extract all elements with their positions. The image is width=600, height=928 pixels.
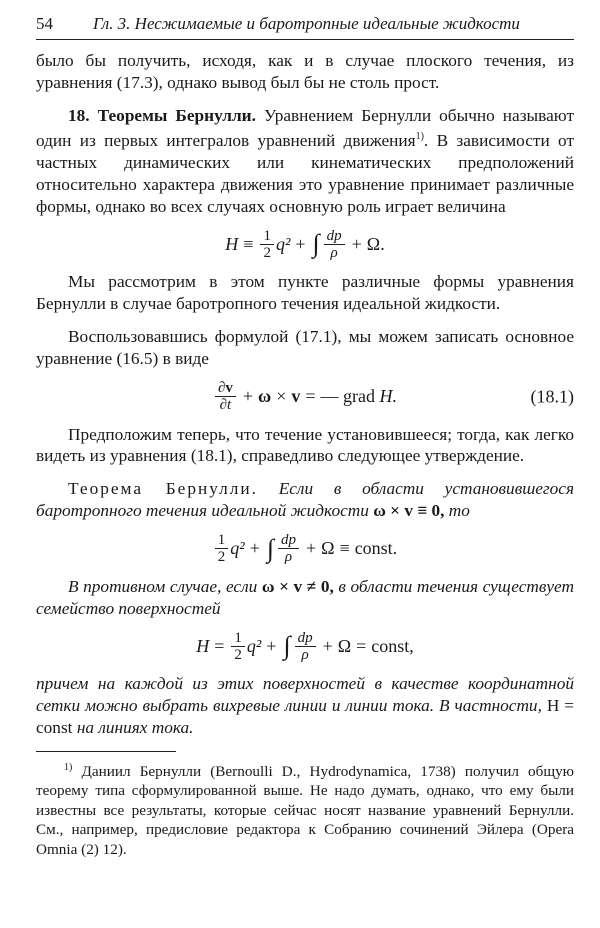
formula-symbol: const. xyxy=(354,538,398,559)
formula-symbol: — xyxy=(320,386,339,407)
formula-symbol: H. xyxy=(379,386,398,407)
theorem-text: то xyxy=(448,500,470,520)
paragraph-continuation: было бы получить, исходя, как и в случае плоского течения, из уравнения (17.3), однако вывод был бы не столь прост. xyxy=(36,51,574,92)
theorem-alternative xyxy=(36,576,574,620)
numerator: dp xyxy=(324,228,345,245)
formula-symbol: = xyxy=(305,386,316,407)
page-number: 54 xyxy=(36,14,53,33)
numerator: dp xyxy=(295,630,316,647)
fraction-half xyxy=(231,630,245,663)
formula-symbol: q² xyxy=(275,233,291,254)
formula-symbol: const, xyxy=(371,635,414,656)
formula-symbol: + xyxy=(351,233,362,254)
formula-bernoulli-surface xyxy=(36,623,574,669)
theorem-text: В противном случае, если xyxy=(68,576,258,596)
denominator: ∂t xyxy=(219,397,232,414)
numerator: dp xyxy=(278,532,299,549)
denominator: ρ xyxy=(330,244,338,261)
formula-bernoulli-const xyxy=(36,526,574,572)
numerator: 1 xyxy=(215,532,229,549)
paragraph: Мы рассмотрим в этом пункте различные формы уравнения Бернулли в случае баротропного течения идеальной жидкости. xyxy=(36,272,574,314)
formula-symbol: + xyxy=(322,635,333,656)
denominator: ρ xyxy=(284,549,293,566)
theorem-conclusion xyxy=(36,673,574,738)
numerator: 1 xyxy=(231,630,245,647)
footnote-text: Даниил Бернулли (Bernoulli D., Hydrodynamica, 1738) получил общую теорему типа сформулированной выше. Не надо думать, однако, что ему были известны все результаты, которые сейчас носят название уравнений Бернулли. См., например, предисловие редактора к Собранию сочинений Эйлера (Opera Omnia (2) 12). xyxy=(36,762,575,858)
formula-symbol: + xyxy=(242,386,254,407)
fraction-half xyxy=(215,532,229,565)
theorem-text: на линиях тока. xyxy=(76,717,194,737)
denominator: 2 xyxy=(217,549,226,566)
footnote-mark: 1) xyxy=(64,761,73,773)
formula-symbol: ω xyxy=(258,386,272,407)
formula-symbol: . xyxy=(380,233,385,254)
formula-symbol: grad xyxy=(343,386,376,407)
paragraph: Предположим теперь, что течение установившееся; тогда, как легко видеть из уравнения (18.1), справедливо следующее утверждение. xyxy=(36,424,574,466)
theorem-text: в области течения существует семейство поверхностей xyxy=(36,576,574,618)
denominator: 2 xyxy=(263,244,271,261)
section-text: Уравнением Бернулли обычно называют один из первых интегралов уравнений движения xyxy=(36,105,574,151)
formula-symbol: + xyxy=(305,538,317,559)
section-text-cont: . В зависимости от частных динамических или кинематических предположений относительно характера движения это уравнение принимает различные формы, однако во всех случаях основную роль играет величина xyxy=(36,131,574,216)
formula-symbol: Ω xyxy=(366,233,381,254)
formula-symbol: ≡ xyxy=(243,233,254,254)
fraction-dv-dt xyxy=(215,380,236,413)
denominator: 2 xyxy=(234,646,242,663)
formula-symbol: = xyxy=(356,635,367,656)
formula-symbol: + xyxy=(249,538,260,559)
formula-H-definition xyxy=(36,221,574,267)
formula-symbol: Ω xyxy=(337,635,352,656)
section-18-intro xyxy=(36,105,574,218)
numerator: 1 xyxy=(260,228,274,245)
theorem-label: Теорема Бернулли. xyxy=(68,479,258,499)
formula-symbol: q² xyxy=(230,538,245,559)
theorem-condition: ω × v ≡ 0, xyxy=(373,500,445,520)
running-header xyxy=(36,14,574,40)
fraction-dp-rho xyxy=(324,228,345,261)
equation-number: (18.1) xyxy=(530,386,574,407)
theorem-condition: ω × v ≠ 0, xyxy=(261,576,334,596)
formula-symbol: H xyxy=(196,635,210,656)
section-heading: 18. Теоремы Бернулли. xyxy=(68,105,256,125)
theorem-text: причем на каждой из этих поверхностей в качестве координатной сетки можно выбрать вихревые линии и линии тока. В частности, xyxy=(36,674,574,716)
book-page xyxy=(36,14,574,859)
numerator: ∂v xyxy=(215,380,236,397)
theorem-text: Если в области установившегося баротропного течения идеальной жидкости xyxy=(36,479,574,520)
paragraph: Воспользовавшись формулой (17.1), мы можем записать основное уравнение (16.5) в виде xyxy=(36,326,574,368)
fraction-dp-rho xyxy=(295,630,316,663)
fraction-dp-rho xyxy=(278,532,299,565)
theorem-formula: H = const xyxy=(36,696,575,737)
footnote xyxy=(36,758,574,860)
denominator: ρ xyxy=(301,646,309,663)
integral-sign: ∫ xyxy=(312,229,320,259)
formula-symbol: = xyxy=(214,635,225,656)
formula-18-1 xyxy=(36,374,574,420)
formula-symbol: Ω xyxy=(321,538,335,559)
theorem-statement xyxy=(36,478,574,522)
formula-symbol: × xyxy=(276,386,287,407)
formula-symbol: q² xyxy=(246,635,262,656)
footnote-ref: 1) xyxy=(415,131,424,143)
formula-symbol: v xyxy=(291,386,301,407)
integral-sign: ∫ xyxy=(266,533,274,563)
footnote-rule xyxy=(36,751,176,752)
running-title: Гл. 3. Несжимаемые и баротропные идеальные жидкости xyxy=(93,14,520,33)
fraction-half xyxy=(260,228,274,261)
formula-symbol: + xyxy=(295,233,306,254)
formula-symbol: H xyxy=(225,233,239,254)
formula-symbol: + xyxy=(266,635,277,656)
formula-symbol: ≡ xyxy=(339,538,350,559)
integral-sign: ∫ xyxy=(283,631,291,661)
